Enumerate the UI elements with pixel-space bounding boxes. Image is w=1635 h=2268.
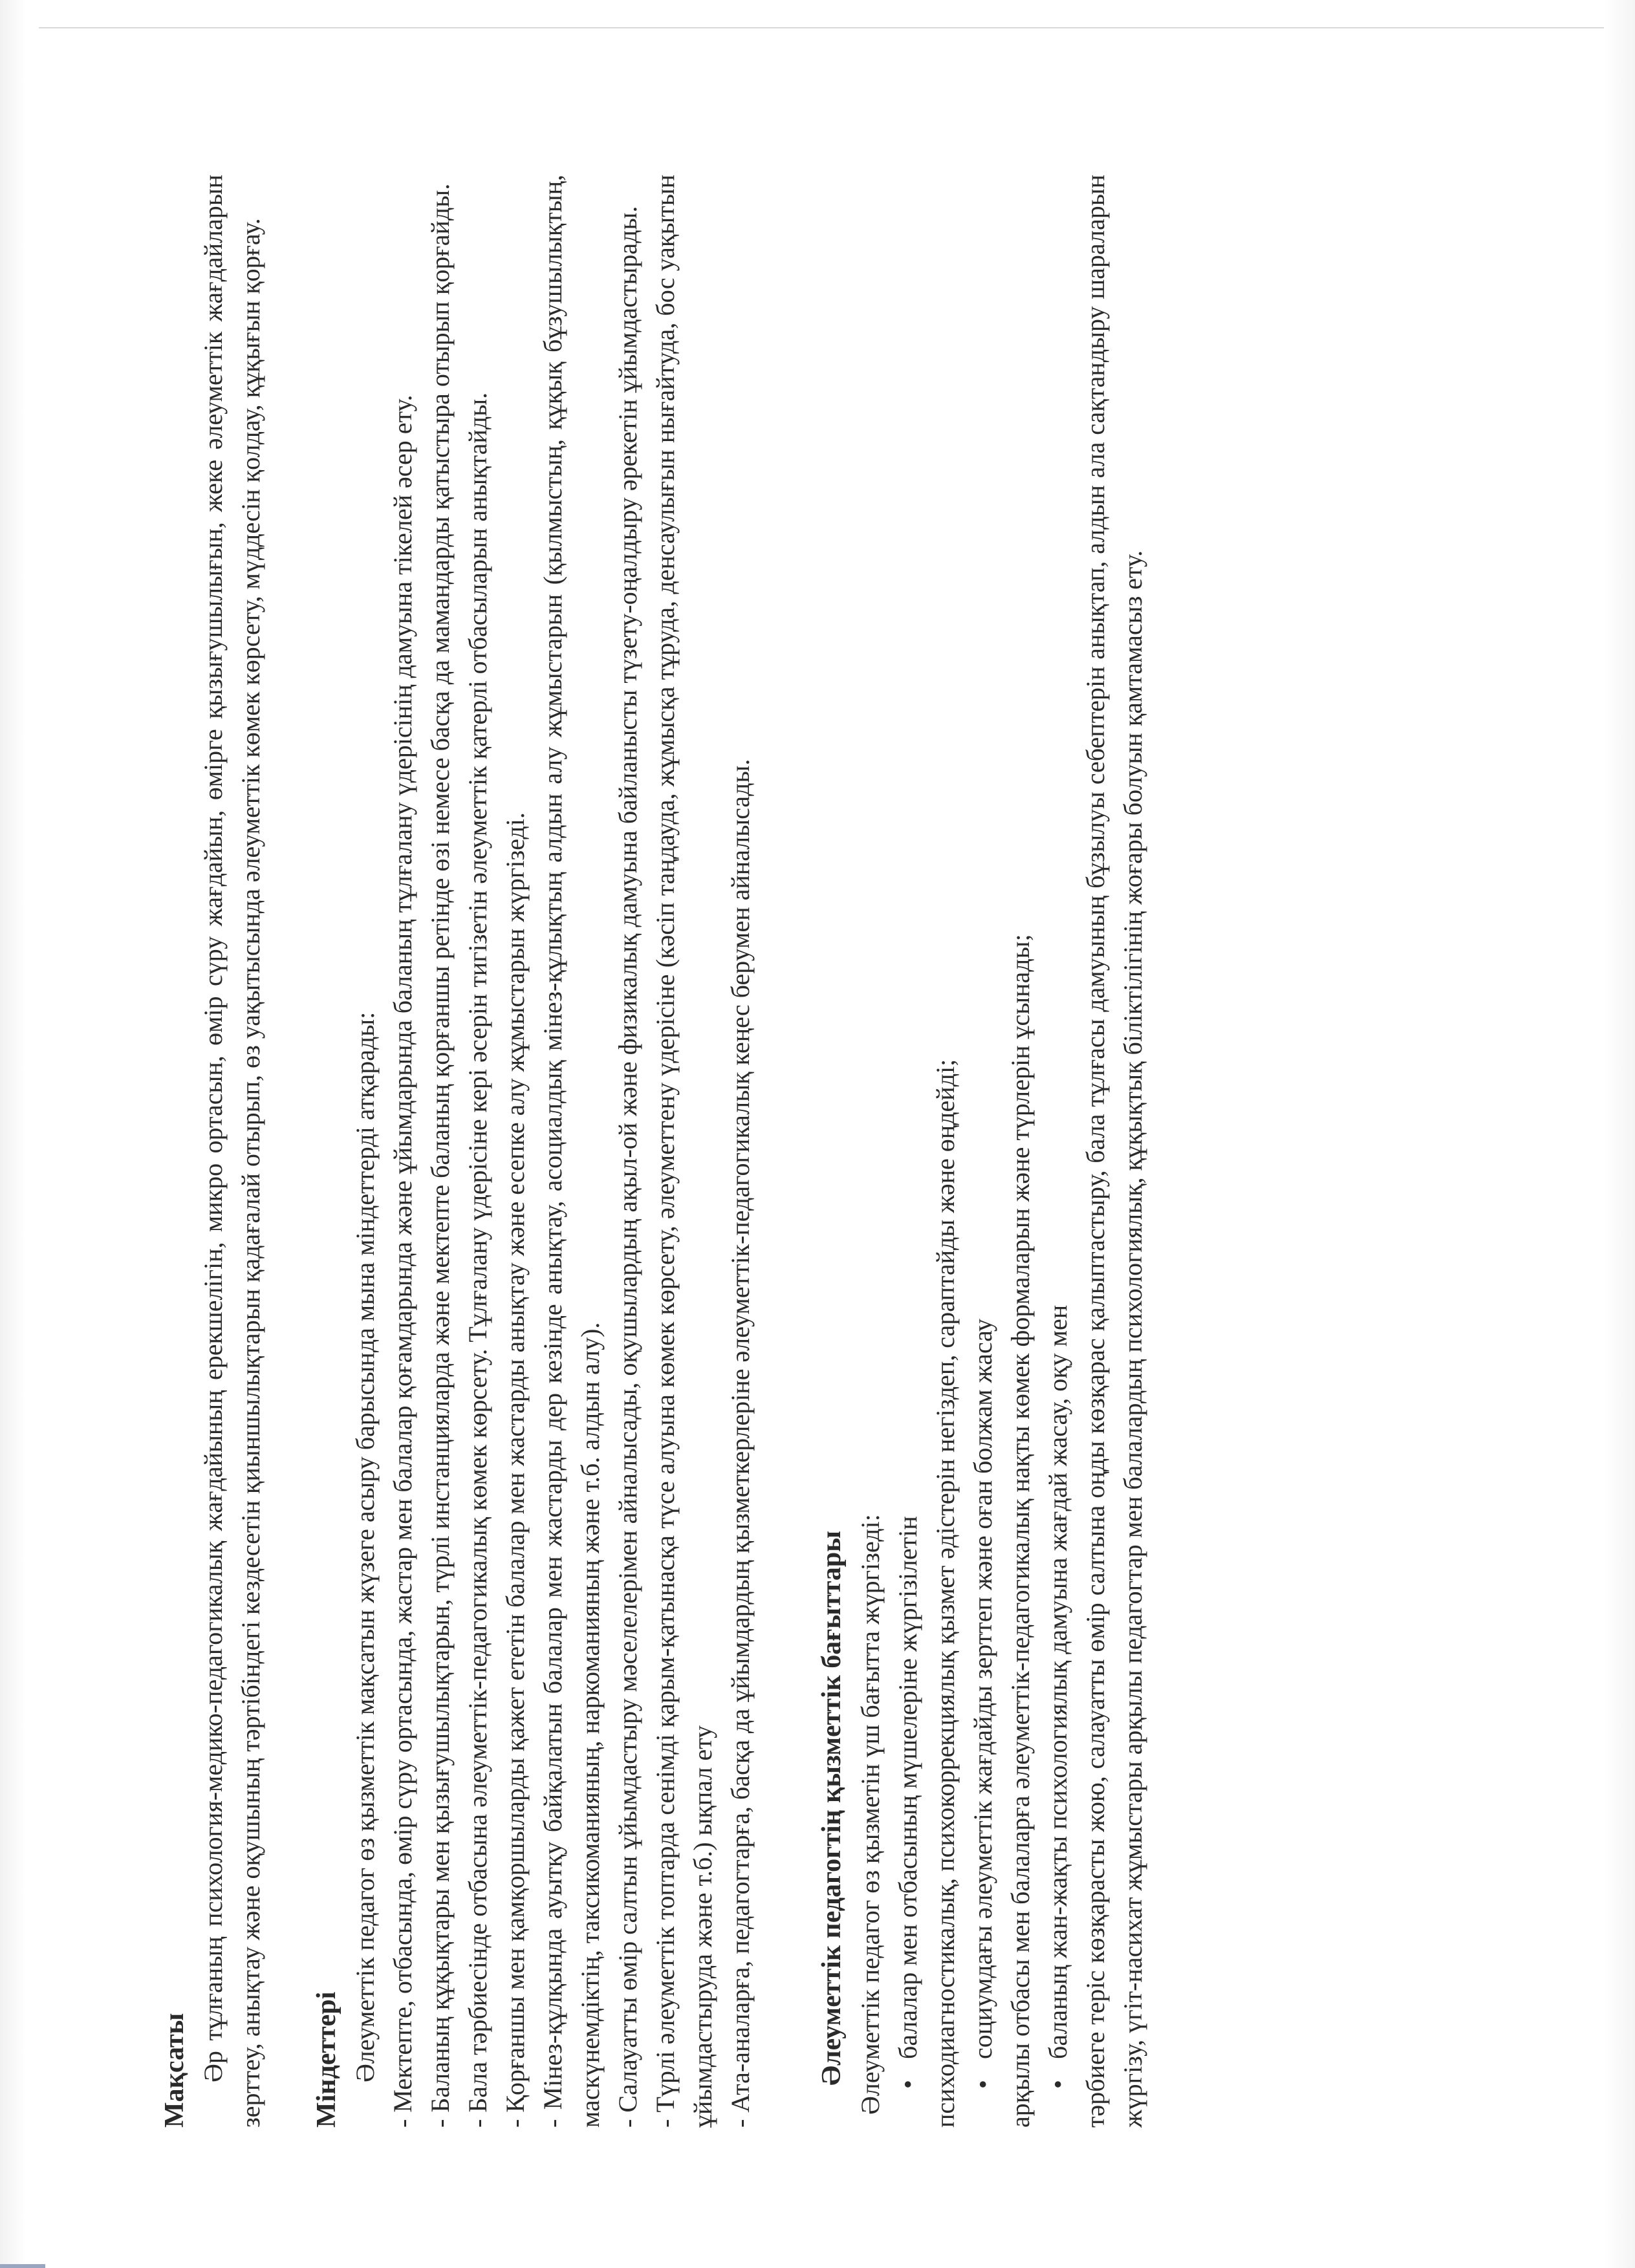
section-goal	[155, 175, 270, 2128]
bullet-continuation: психодиагностикалық, психокоррекциялық қызмет әдістерін негіздеп, сараптайды және өңдейді;	[930, 1059, 960, 2128]
bullet-continuation: арқылы отбасы мен балаларға әлеуметтік-педагогикалық нақты көмек формаларын және түрлерін ұсынады;	[1005, 934, 1035, 2128]
task-item: - Ата-аналарға, педагогтарға, басқа да ұйымдардың қызметкерлеріне әлеуметтік-педагогикалық кеңес берумен айналысады.	[725, 759, 755, 2128]
scan-corner-mark	[0, 2264, 45, 2268]
scan-top-line	[39, 27, 1604, 28]
goal-heading: Мақсаты	[160, 2013, 189, 2128]
tasks-intro: Әлеуметтік педагог өз қызметтік мақсатын жүзеге асыру барысында мына міндеттерді атқарады:	[350, 1011, 380, 2082]
bullet-continuation: тәрбиеге теріс көзқарасты жою, салауатты өмір салтына оңды көзқарас қалыптастыру, бала тұлғасы дамуының бұзылуы себептерін анықтап, алдын ала сақтандыру шараларын жүргізу, үгіт-насихат жұмыстары арқылы педагогтар мен балалардың психологиялық, құқықтық біліктілігінің жоғары болуын қамтамасыз ету.	[1080, 175, 1147, 2128]
tasks-heading: Міндеттері	[311, 1991, 341, 2128]
task-item: - Баланың құқықтары мен қызығушылықтарын, түрлі инстанцияларда және мектепте баланың қорғаншы ретінде өзі немесе басқа да мамандарды қатыстыра отырып қорғайды.	[425, 183, 455, 2128]
bullet-icon: •	[968, 2079, 997, 2089]
task-item: - Салауатты өмір салтын ұйымдастыру мәселелерімен айналысады, оқушылардың ақыл-ой және физикалық дамуына байланысты түзету-оңалдыру әрекетін ұйымдастырады.	[612, 206, 642, 2128]
goal-text: Әр тұлғаның психология-медико-педагогикалық жағдайының ерекшелігін, микро ортасын, өмір сүру жағдайын, өмірге қызығушылығын, жеке әлеуметтік жағдайларын зерттеу, анықтау және оқушының тәртібіндегі кездесетін қиыншылықтарын қадағалай отырып, өз уақытысында әлеуметтік көмек көрсету, мүддесін қолдау, құқығын қорғау.	[198, 175, 265, 2128]
direction-bullet	[889, 175, 964, 2128]
directions-intro: Әлеуметтік педагог өз қызметін үш бағытта жүргізеді:	[855, 1514, 885, 2115]
task-item: - Мектепте, отбасында, өмір сүру ортасында, жастар мен балалар қоғамдарында және ұйымдарында баланың тұлғалану үдерісінің дамуына тікелей әсер ету.	[387, 394, 417, 2128]
document-content	[155, 175, 1449, 2128]
section-directions	[812, 175, 1152, 2128]
bullet-icon: •	[893, 2079, 922, 2089]
task-item: - Қорғаншы мен қамқоршыларды қажет ететін балалар мен жастарды анықтау және есепке алу жұмыстарын жүргізеді.	[500, 812, 530, 2128]
bullet-first-line: балалар мен отбасының мүшелеріне жүргізілетін	[893, 1516, 922, 2059]
bullet-icon: •	[1043, 2079, 1072, 2089]
bullet-first-line: баланың жан-жақты психологиялық дамуына жағдай жасау, оқу мен	[1043, 1304, 1072, 2059]
section-tasks	[307, 175, 759, 2128]
bullet-first-line: социумдағы әлеуметтік жағдайды зерттеп және оған болжам жасау	[968, 1319, 997, 2059]
directions-heading: Әлеуметтік педагогтің қызметтік бағыттары	[816, 1530, 847, 2086]
direction-bullet	[964, 175, 1039, 2128]
task-item: - Бала тәрбиесінде отбасына әлеуметтік-педагогикалық көмек көрсету. Тұлғалану үдерісіне кері әсерін тигізетін әлеуметтік қатерлі отбасыларын анықтайды.	[462, 392, 492, 2128]
direction-bullet	[1039, 175, 1152, 2128]
task-item: - Түрлі әлеуметтік топтарда сенімді қарым-қатынасқа түсе алуына көмек көрсету, әлеуметтену үдерісіне (кәсіп таңдауда, жұмысқа тұруда, денсаулығын нығайтуда, бос уақытын ұйымдастыруда және т.б.) ықпал ету	[650, 175, 717, 2128]
task-item: - Мінез-құлқында ауытқу байқалатын балалар мен жастарды дер кезінде анықтау, асоциалдық мінез-құлықтың алдын алу жұмыстарын (қылмыстың, құқық бұзушылықтың, маскүнемдіктің, таксикоманияның, наркоманияның және т.б. алдын алу).	[537, 175, 605, 2128]
